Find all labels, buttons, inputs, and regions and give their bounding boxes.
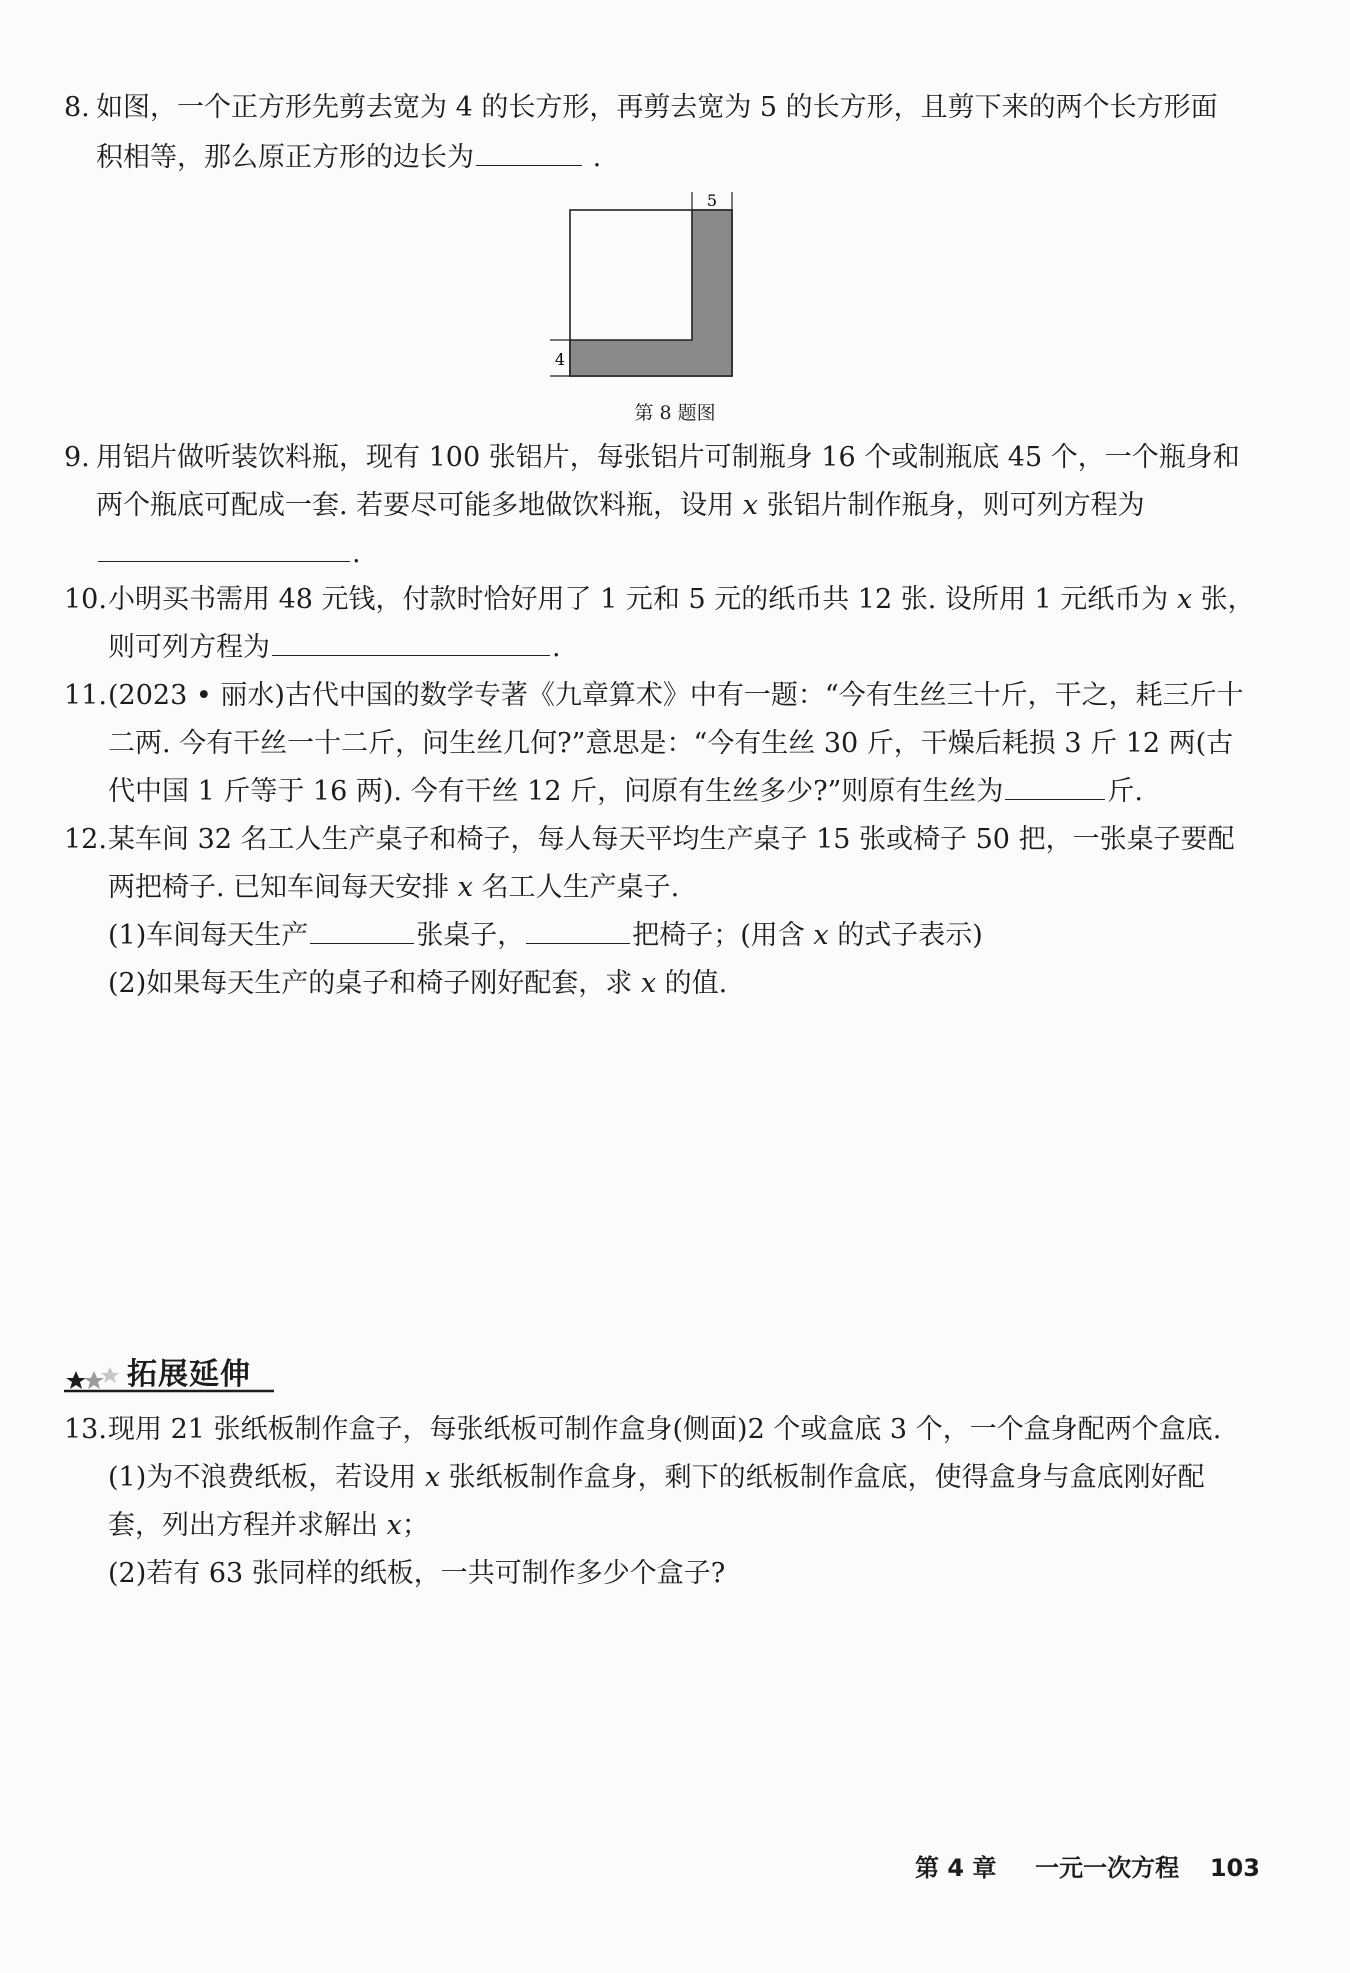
q13-number: 13. (64, 1414, 107, 1445)
q12-sub2-var-x: x (640, 968, 657, 999)
q10-var-x: x (1176, 584, 1193, 615)
q12-sub1-text-a: (1)车间每天生产 (108, 920, 309, 951)
q13-sub1-var-x: x (424, 1462, 441, 1493)
q12-chair-blank[interactable] (526, 917, 630, 944)
q8-figure (540, 188, 750, 388)
star-icon (84, 1371, 104, 1389)
q12-text-2b: 名工人生产桌子. (481, 872, 680, 903)
q13-text-1: 现用 21 张纸板制作盒子，每张纸板可制作盒身(侧面)2 个或盒底 3 个，一个盒身配两个盒底. (108, 1414, 1222, 1445)
q8-text-1: 如图，一个正方形先剪去宽为 4 的长方形，再剪去宽为 5 的长方形，且剪下来的两个长方形面 (96, 92, 1218, 123)
page-footer (915, 1848, 1260, 1883)
q11-number: 11. (64, 680, 107, 711)
q11-text-2: 二两. 今有干丝一十二斤，问生丝几何?”意思是：“今有生丝 30 斤，干燥后耗损 3 斤 12 两(古 (108, 728, 1234, 759)
q13-sub1-text-b: 张纸板制作盒身，剩下的纸板制作盒底，使得盒身与盒底刚好配 (448, 1462, 1205, 1493)
q8-text-2: 积相等，那么原正方形的边长为 (96, 142, 474, 173)
q9-number: 9. (64, 442, 90, 473)
q12-sub1-text-c: 把椅子；(用含 (632, 920, 805, 951)
q10-answer-blank[interactable] (272, 629, 550, 656)
q10-text-1b: 张， (1200, 584, 1255, 615)
q8-label-4: 4 (554, 350, 566, 369)
footer-chapter: 第 4 章 (915, 1854, 997, 1882)
q8-answer-blank[interactable] (476, 139, 582, 166)
q10-number: 10. (64, 584, 107, 615)
footer-title: 一元一次方程 (1035, 1854, 1180, 1882)
q13-sub1-text-c: 套，列出方程并求解出 (108, 1510, 378, 1541)
q12-desk-blank[interactable] (310, 917, 414, 944)
section-title: 拓展延伸 (127, 1357, 251, 1392)
q8-number: 8. (64, 92, 90, 123)
q10-end: . (552, 632, 561, 663)
q11-text-1: (2023 • 丽水)古代中国的数学专著《九章算术》中有一题：“今有生丝三十斤，干之，耗三斤十 (108, 680, 1244, 711)
q13-sub1-var-x2: x (386, 1510, 402, 1541)
q10-text-1a: 小明买书需用 48 元钱，付款时恰好用了 1 元和 5 元的纸币共 12 张. 设所用 1 元纸币为 (108, 584, 1169, 615)
page-number: 103 (1209, 1854, 1260, 1882)
q9-text-2a: 两个瓶底可配成一套. 若要尽可能多地做饮料瓶，设用 (96, 490, 735, 521)
q8-end: . (592, 142, 602, 173)
q11-text-3: 代中国 1 斤等于 16 两). 今有干丝 12 斤，问原有生丝多少?”则原有生丝为 (108, 776, 1004, 807)
q9-answer-blank[interactable] (98, 535, 350, 562)
q10-text-2: 则可列方程为 (108, 632, 270, 663)
q11-end: 斤. (1107, 776, 1143, 807)
q12-sub1-text-d: 的式子表示) (837, 920, 983, 951)
q9-var-x: x (742, 490, 758, 521)
q12-sub1-text-b: 张桌子， (416, 920, 525, 951)
q9-text-2b: 张铝片制作瓶身，则可列方程为 (766, 490, 1145, 521)
q12-number: 12. (64, 824, 107, 855)
q12-text-2a: 两把椅子. 已知车间每天安排 (108, 872, 450, 903)
q12-var-x: x (457, 872, 473, 903)
q12-sub1-var-x: x (813, 920, 829, 951)
q12-text-1: 某车间 32 名工人生产桌子和椅子，每人每天平均生产桌子 15 张或椅子 50 把，一张桌子要配 (108, 824, 1235, 855)
q8-label-5: 5 (706, 191, 718, 210)
star-icon (101, 1367, 119, 1383)
q11-answer-blank[interactable] (1005, 773, 1105, 800)
star-icon (66, 1371, 86, 1389)
q13-sub2-text: (2)若有 63 张同样的纸板，一共可制作多少个盒子? (108, 1558, 726, 1589)
q9-text-1: 用铝片做听装饮料瓶，现有 100 张铝片，每张铝片可制瓶身 16 个或制瓶底 45 个，一个瓶身和 (96, 442, 1240, 473)
section-header (64, 1345, 304, 1395)
q13-sub1-text-d: ； (401, 1510, 429, 1541)
q12-sub2-text-a: (2)如果每天生产的桌子和椅子刚好配套，求 (108, 968, 633, 999)
q12-sub2-text-b: 的值. (664, 968, 728, 999)
q9-end: . (352, 538, 361, 569)
q13-sub1-text-a: (1)为不浪费纸板，若设用 (108, 1462, 417, 1493)
q8-figure-caption: 第 8 题图 (634, 402, 716, 424)
q8-cut-rectangles (570, 210, 732, 376)
